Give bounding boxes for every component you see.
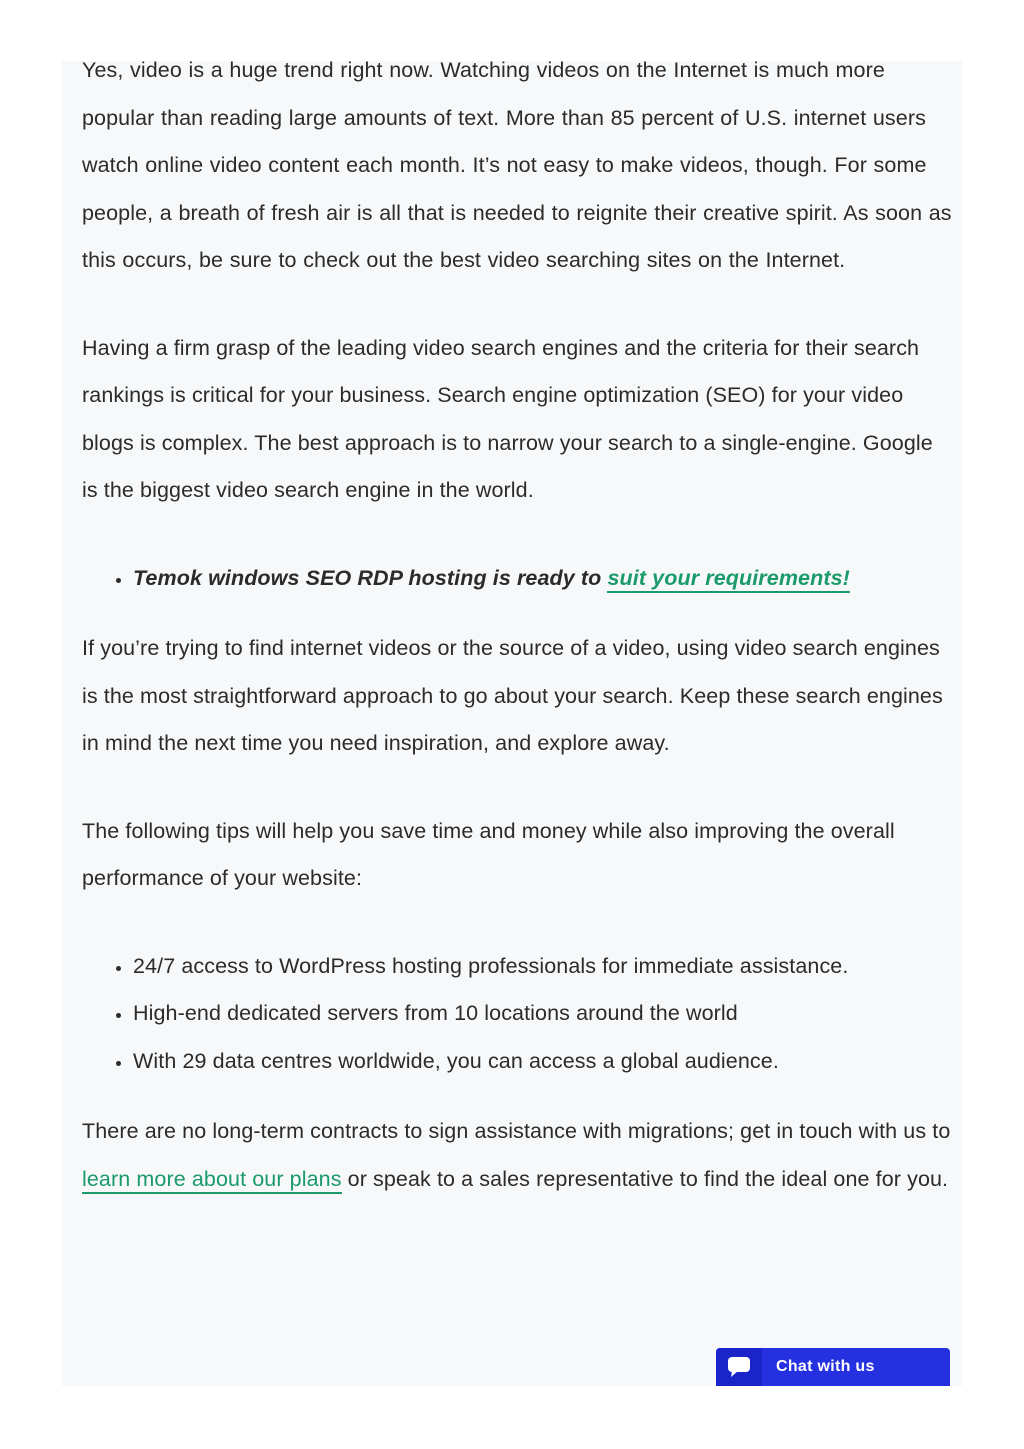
list-item: • 24/7 access to WordPress hosting professionals for immediate assistance.: [133, 943, 952, 991]
suit-requirements-link[interactable]: suit your requirements!: [607, 566, 849, 593]
speech-bubble-icon: [727, 1356, 751, 1378]
chat-label: Chat with us: [776, 1358, 875, 1375]
promo-item: [133, 555, 952, 603]
article-content: [82, 61, 952, 1203]
chat-with-us-button[interactable]: [716, 1348, 950, 1386]
tips-intro-paragraph: The following tips will help you save time and money while also improving the overall performance of your website:: [82, 818, 895, 890]
tips-list: [82, 943, 952, 1086]
video-search-paragraph: If you’re trying to find internet videos or the source of a video, using video search engines is the most straightforward approach to go about your search. Keep these search engines in mind the next time you need inspiration, and explore away.: [82, 636, 943, 755]
contact-paragraph: [82, 1108, 952, 1203]
promo-text: Temok windows SEO RDP hosting is ready to: [133, 565, 608, 590]
list-item: • High-end dedicated servers from 10 locations around the world: [133, 990, 952, 1038]
learn-more-plans-link[interactable]: learn more about our plans: [82, 1167, 342, 1194]
contact-text-before: There are no long-term contracts to sign assistance with migrations; get in touch with us to: [82, 1119, 951, 1143]
seo-paragraph: Having a firm grasp of the leading video search engines and the criteria for their search rankings is critical for your business. Search engine optimization (SEO) for your video blogs is complex. The best approach is to narrow your search to a single-engine. Google is the biggest video search engine in the world.: [82, 335, 933, 502]
promo-list: [82, 555, 952, 603]
intro-paragraph: Yes, video is a huge trend right now. Watching videos on the Internet is much more popular than reading large amounts of text. More than 85 percent of U.S. internet users watch online video content each month. It’s not easy to make videos, though. For some people, a breath of fresh air is all that is needed to reignite their creative spirit. As soon as this occurs, be sure to check out the best video searching sites on the Internet.: [82, 61, 952, 272]
chat-icon-area: [716, 1348, 762, 1386]
article-panel: [62, 61, 962, 1386]
list-item: • With 29 data centres worldwide, you can access a global audience.: [133, 1038, 952, 1086]
contact-text-after: or speak to a sales representative to find the ideal one for you.: [341, 1166, 949, 1191]
